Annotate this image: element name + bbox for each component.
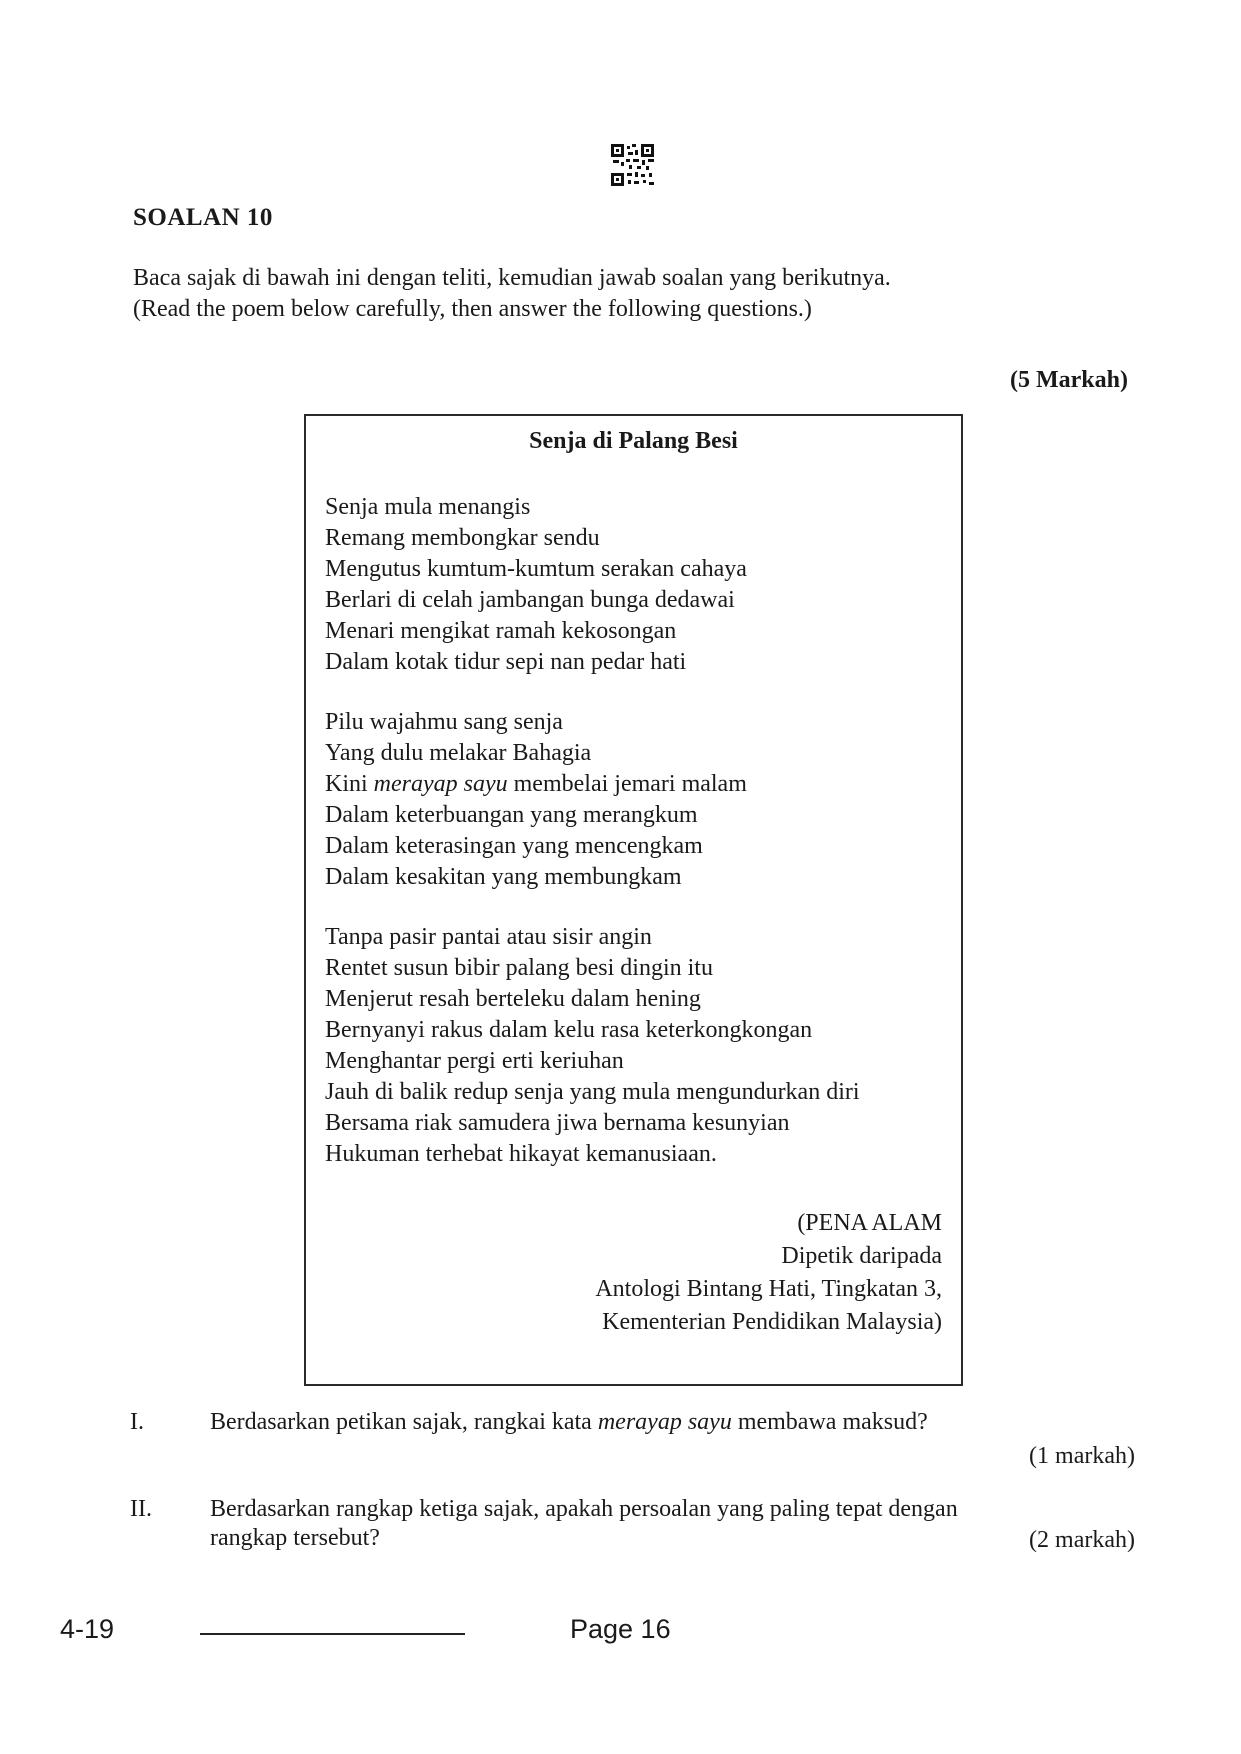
poem-line: Berlari di celah jambangan bunga dedawai — [325, 587, 735, 613]
total-marks: (5 Markah) — [1010, 367, 1128, 393]
poem-line: Senja mula menangis — [325, 494, 531, 520]
poem-line-text: membelai jemari malam — [507, 771, 747, 797]
question-heading: SOALAN 10 — [133, 204, 273, 231]
subquestion-marks: (1 markah) — [1029, 1443, 1135, 1469]
credit-line: (PENA ALAM — [797, 1210, 942, 1236]
subquestion-phrase-italic: merayap sayu — [597, 1409, 732, 1435]
poem-line: Pilu wajahmu sang senja — [325, 709, 563, 735]
poem-line: Menari mengikat ramah kekosongan — [325, 618, 677, 644]
subquestion-number: II. — [130, 1496, 152, 1522]
subquestion-text: Berdasarkan rangkap ketiga sajak, apakah persoalan yang paling tepat dengan — [210, 1496, 958, 1522]
poem-line: Jauh di balik redup senja yang mula mengundurkan diri — [325, 1079, 860, 1105]
poem-line: Remang membongkar sendu — [325, 525, 600, 551]
poem-stanza-3 — [325, 922, 860, 1170]
footer-divider — [200, 1633, 465, 1635]
subquestion-text-part: Berdasarkan petikan sajak, rangkai kata — [210, 1409, 598, 1435]
subquestion-number: I. — [130, 1409, 144, 1435]
page-number: Page 16 — [570, 1614, 671, 1644]
credit-line: Kementerian Pendidikan Malaysia) — [602, 1309, 942, 1335]
poem-title: Senja di Palang Besi — [529, 428, 738, 454]
instruction-english: (Read the poem below carefully, then answer the following questions.) — [133, 296, 812, 322]
poem-line: Tanpa pasir pantai atau sisir angin — [325, 924, 652, 950]
poem-line: Dalam kotak tidur sepi nan pedar hati — [325, 649, 687, 675]
poem-line-text: Kini — [325, 771, 374, 797]
poem-line: Dalam keterasingan yang mencengkam — [325, 833, 703, 859]
subquestion-text — [210, 1409, 928, 1436]
qr-code-icon — [611, 144, 654, 186]
poem-line — [325, 769, 747, 800]
poem-phrase-italic: merayap sayu — [373, 771, 508, 797]
subquestion-text: rangkap tersebut? — [210, 1525, 380, 1551]
poem-line: Dalam kesakitan yang membungkam — [325, 864, 682, 890]
subquestion-text-part: membawa maksud? — [731, 1409, 928, 1435]
poem-line: Dalam keterbuangan yang merangkum — [325, 802, 698, 828]
poem-line: Yang dulu melakar Bahagia — [325, 740, 592, 766]
poem-line: Mengutus kumtum-kumtum serakan cahaya — [325, 556, 747, 582]
credit-line: Dipetik daripada — [781, 1243, 942, 1269]
poem-line: Hukuman terhebat hikayat kemanusiaan. — [325, 1141, 717, 1167]
subquestion-marks: (2 markah) — [1029, 1527, 1135, 1553]
poem-line: Menjerut resah berteleku dalam hening — [325, 986, 701, 1012]
poem-credit — [595, 1207, 942, 1339]
footer-code: 4-19 — [60, 1614, 115, 1644]
poem-line: Bernyanyi rakus dalam kelu rasa keterkongkongan — [325, 1017, 813, 1043]
credit-line: Antologi Bintang Hati, Tingkatan 3, — [595, 1276, 942, 1302]
poem-line: Bersama riak samudera jiwa bernama kesunyian — [325, 1110, 790, 1136]
poem-stanza-1 — [325, 492, 747, 678]
poem-line: Rentet susun bibir palang besi dingin itu — [325, 955, 713, 981]
poem-box — [304, 414, 963, 1386]
poem-stanza-2 — [325, 707, 747, 893]
instruction-malay: Baca sajak di bawah ini dengan teliti, kemudian jawab soalan yang berikutnya. — [133, 265, 891, 291]
poem-line: Menghantar pergi erti keriuhan — [325, 1048, 624, 1074]
